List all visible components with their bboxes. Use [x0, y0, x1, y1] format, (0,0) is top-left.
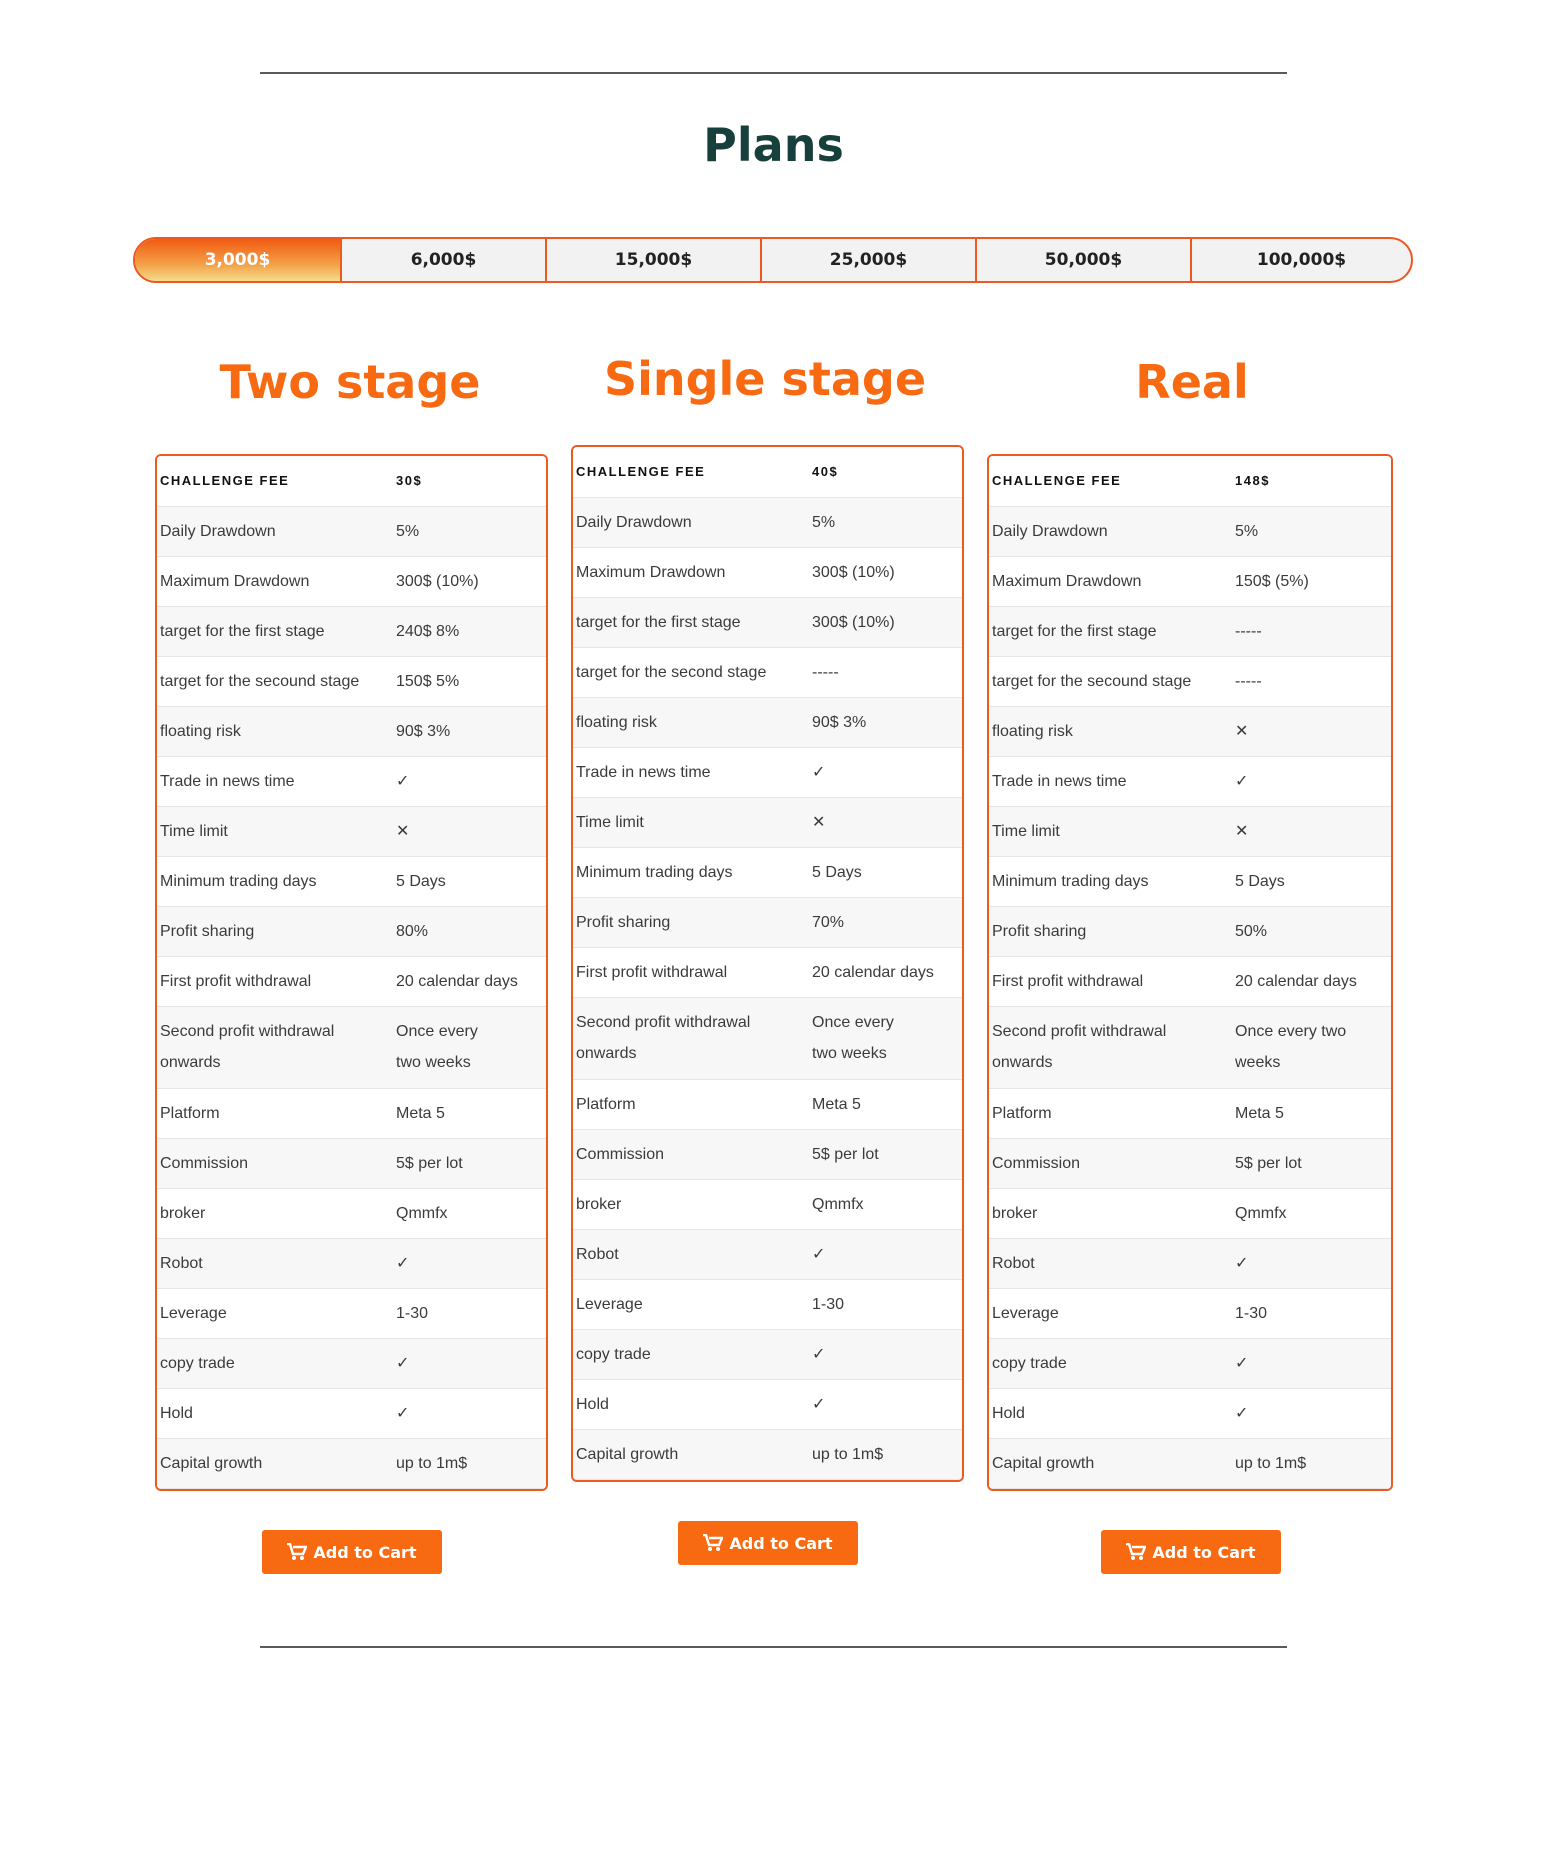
table-row [573, 897, 962, 947]
row-label: target for the secound stage [989, 656, 1227, 706]
row-label: Minimum trading days [573, 847, 804, 897]
row-label: Leverage [157, 1288, 388, 1338]
row-label: Daily Drawdown [157, 506, 388, 556]
check-icon: ✓ [804, 1229, 962, 1279]
plan-title-real: Real [1135, 355, 1249, 409]
tab-3000[interactable]: 3,000$ [135, 239, 340, 281]
row-value: Qmmfx [1227, 1188, 1391, 1238]
table-row [573, 1079, 962, 1129]
row-value: 240$ 8% [388, 606, 546, 656]
row-label: target for the second stage [573, 647, 804, 697]
challenge-fee-label: CHALLENGE FEE [573, 447, 804, 497]
tab-15000[interactable]: 15,000$ [545, 239, 760, 281]
plan-table [573, 447, 962, 1480]
table-row [573, 1379, 962, 1429]
table-row [989, 706, 1391, 756]
row-value: Meta 5 [388, 1088, 546, 1138]
table-row [157, 656, 546, 706]
row-label: Minimum trading days [157, 856, 388, 906]
table-row [157, 1006, 546, 1088]
table-row [157, 906, 546, 956]
row-value: 70% [804, 897, 962, 947]
challenge-fee-label: CHALLENGE FEE [157, 456, 388, 506]
row-value: 300$ (10%) [388, 556, 546, 606]
check-icon: ✓ [804, 1379, 962, 1429]
row-label: First profit withdrawal [157, 956, 388, 1006]
table-row [573, 1229, 962, 1279]
row-label: Maximum Drawdown [989, 556, 1227, 606]
row-label: copy trade [989, 1338, 1227, 1388]
cart-icon [703, 1534, 723, 1552]
row-label: Second profit withdrawal onwards [573, 997, 804, 1079]
table-row [573, 847, 962, 897]
table-row [157, 1088, 546, 1138]
row-value: 90$ 3% [804, 697, 962, 747]
row-label: target for the first stage [573, 597, 804, 647]
row-value: 20 calendar days [804, 947, 962, 997]
row-value: 5 Days [1227, 856, 1391, 906]
row-value: up to 1m$ [1227, 1438, 1391, 1488]
row-label: Time limit [157, 806, 388, 856]
row-label: Hold [157, 1388, 388, 1438]
table-row [573, 1279, 962, 1329]
row-label: copy trade [573, 1329, 804, 1379]
challenge-fee-label: CHALLENGE FEE [989, 456, 1227, 506]
table-row [573, 1129, 962, 1179]
row-label: Trade in news time [989, 756, 1227, 806]
row-value: Qmmfx [804, 1179, 962, 1229]
table-row [989, 856, 1391, 906]
table-row [989, 606, 1391, 656]
row-value: 1-30 [804, 1279, 962, 1329]
table-row [573, 1329, 962, 1379]
check-icon: ✓ [1227, 1238, 1391, 1288]
tab-25000[interactable]: 25,000$ [760, 239, 975, 281]
table-row [989, 1338, 1391, 1388]
row-value: 20 calendar days [1227, 956, 1391, 1006]
table-row [989, 956, 1391, 1006]
row-value: 80% [388, 906, 546, 956]
row-value: 50% [1227, 906, 1391, 956]
table-row [157, 956, 546, 1006]
table-row [157, 556, 546, 606]
table-row [989, 506, 1391, 556]
table-row [573, 547, 962, 597]
add-to-cart-label: Add to Cart [313, 1542, 417, 1562]
row-label: Commission [573, 1129, 804, 1179]
table-row [157, 1188, 546, 1238]
table-row [157, 1338, 546, 1388]
tab-50000[interactable]: 50,000$ [975, 239, 1190, 281]
row-value: 1-30 [388, 1288, 546, 1338]
row-label: Robot [989, 1238, 1227, 1288]
row-label: floating risk [989, 706, 1227, 756]
challenge-fee-value: 30$ [388, 456, 546, 506]
row-value: 300$ (10%) [804, 547, 962, 597]
row-label: Capital growth [157, 1438, 388, 1488]
row-label: Second profit withdrawal onwards [989, 1006, 1227, 1088]
plan-card-single-stage [571, 445, 964, 1482]
row-label: target for the secound stage [157, 656, 388, 706]
row-label: Robot [157, 1238, 388, 1288]
row-label: Capital growth [573, 1429, 804, 1479]
check-icon: ✓ [388, 1388, 546, 1438]
challenge-fee-value: 148$ [1227, 456, 1391, 506]
table-row [989, 1438, 1391, 1488]
table-row [157, 806, 546, 856]
check-icon: ✓ [804, 747, 962, 797]
plan-table [989, 456, 1391, 1489]
add-to-cart-button-two-stage[interactable] [262, 1530, 442, 1574]
cross-icon: ✕ [804, 797, 962, 847]
table-row [157, 1238, 546, 1288]
row-value: 150$ 5% [388, 656, 546, 706]
row-label: Daily Drawdown [989, 506, 1227, 556]
top-divider [260, 72, 1287, 74]
row-label: Platform [573, 1079, 804, 1129]
row-value: Qmmfx [388, 1188, 546, 1238]
row-label: Profit sharing [157, 906, 388, 956]
row-value: up to 1m$ [804, 1429, 962, 1479]
table-row [573, 697, 962, 747]
row-label: First profit withdrawal [989, 956, 1227, 1006]
check-icon: ✓ [1227, 1338, 1391, 1388]
row-value: 300$ (10%) [804, 597, 962, 647]
table-row [573, 797, 962, 847]
table-row [989, 1006, 1391, 1088]
row-label: Capital growth [989, 1438, 1227, 1488]
row-label: floating risk [573, 697, 804, 747]
table-row [157, 856, 546, 906]
row-label: Trade in news time [573, 747, 804, 797]
row-value: 5$ per lot [804, 1129, 962, 1179]
challenge-fee-row [157, 456, 546, 506]
check-icon: ✓ [388, 756, 546, 806]
challenge-fee-row [573, 447, 962, 497]
row-value: ----- [804, 647, 962, 697]
row-label: Trade in news time [157, 756, 388, 806]
row-label: Second profit withdrawal onwards [157, 1006, 388, 1088]
row-value: Meta 5 [1227, 1088, 1391, 1138]
plan-card-real [987, 454, 1393, 1491]
row-label: Profit sharing [989, 906, 1227, 956]
check-icon: ✓ [804, 1329, 962, 1379]
row-label: Platform [157, 1088, 388, 1138]
row-value: 5$ per lot [388, 1138, 546, 1188]
table-row [989, 1288, 1391, 1338]
plan-title-two-stage: Two stage [219, 355, 481, 409]
table-row [157, 1288, 546, 1338]
row-value: 1-30 [1227, 1288, 1391, 1338]
challenge-fee-row [989, 456, 1391, 506]
table-row [989, 756, 1391, 806]
table-row [157, 1438, 546, 1488]
cross-icon: ✕ [1227, 706, 1391, 756]
row-label: Robot [573, 1229, 804, 1279]
bottom-divider [260, 1646, 1287, 1648]
row-value: 5% [1227, 506, 1391, 556]
table-row [157, 606, 546, 656]
row-label: Leverage [573, 1279, 804, 1329]
check-icon: ✓ [1227, 756, 1391, 806]
tab-6000[interactable]: 6,000$ [340, 239, 545, 281]
table-row [989, 1138, 1391, 1188]
add-to-cart-label: Add to Cart [729, 1533, 833, 1553]
row-label: floating risk [157, 706, 388, 756]
table-row [989, 806, 1391, 856]
row-value: 5% [388, 506, 546, 556]
table-row [573, 997, 962, 1079]
row-label: Hold [573, 1379, 804, 1429]
amount-tabs [133, 237, 1413, 283]
row-value: Once every two weeks [1227, 1006, 1391, 1088]
row-value: Once every two weeks [804, 997, 962, 1079]
cross-icon: ✕ [1227, 806, 1391, 856]
plan-card-two-stage [155, 454, 548, 1491]
row-label: broker [157, 1188, 388, 1238]
row-label: Commission [989, 1138, 1227, 1188]
row-label: First profit withdrawal [573, 947, 804, 997]
row-value: 90$ 3% [388, 706, 546, 756]
row-label: broker [989, 1188, 1227, 1238]
row-label: broker [573, 1179, 804, 1229]
row-label: Time limit [989, 806, 1227, 856]
row-label: Leverage [989, 1288, 1227, 1338]
row-value: 5% [804, 497, 962, 547]
table-row [989, 1088, 1391, 1138]
row-label: target for the first stage [157, 606, 388, 656]
check-icon: ✓ [388, 1238, 546, 1288]
row-label: Commission [157, 1138, 388, 1188]
check-icon: ✓ [1227, 1388, 1391, 1438]
table-row [989, 1238, 1391, 1288]
challenge-fee-value: 40$ [804, 447, 962, 497]
table-row [573, 497, 962, 547]
plan-title-single-stage: Single stage [603, 352, 927, 406]
table-row [989, 906, 1391, 956]
row-label: Daily Drawdown [573, 497, 804, 547]
row-value: 20 calendar days [388, 956, 546, 1006]
cross-icon: ✕ [388, 806, 546, 856]
tab-100000[interactable]: 100,000$ [1190, 239, 1411, 281]
table-row [989, 1388, 1391, 1438]
plan-table [157, 456, 546, 1489]
table-row [573, 947, 962, 997]
table-row [573, 1429, 962, 1479]
row-label: target for the first stage [989, 606, 1227, 656]
row-label: Platform [989, 1088, 1227, 1138]
table-row [157, 506, 546, 556]
row-label: Minimum trading days [989, 856, 1227, 906]
add-to-cart-label: Add to Cart [1152, 1542, 1256, 1562]
check-icon: ✓ [388, 1338, 546, 1388]
cart-icon [1126, 1543, 1146, 1561]
row-value: 5 Days [388, 856, 546, 906]
row-value: Once every two weeks [388, 1006, 546, 1088]
row-label: Maximum Drawdown [157, 556, 388, 606]
table-row [157, 756, 546, 806]
table-row [573, 747, 962, 797]
row-label: Profit sharing [573, 897, 804, 947]
row-label: Maximum Drawdown [573, 547, 804, 597]
cart-icon [287, 1543, 307, 1561]
row-value: 150$ (5%) [1227, 556, 1391, 606]
row-value: 5$ per lot [1227, 1138, 1391, 1188]
row-value: 5 Days [804, 847, 962, 897]
row-value: ----- [1227, 656, 1391, 706]
add-to-cart-button-single-stage[interactable] [678, 1521, 858, 1565]
table-row [989, 1188, 1391, 1238]
page-title: Plans [703, 118, 844, 172]
row-label: Time limit [573, 797, 804, 847]
table-row [573, 597, 962, 647]
table-row [157, 1388, 546, 1438]
table-row [573, 1179, 962, 1229]
row-value: ----- [1227, 606, 1391, 656]
table-row [157, 1138, 546, 1188]
row-value: up to 1m$ [388, 1438, 546, 1488]
table-row [989, 656, 1391, 706]
table-row [989, 556, 1391, 606]
add-to-cart-button-real[interactable] [1101, 1530, 1281, 1574]
row-label: copy trade [157, 1338, 388, 1388]
row-label: Hold [989, 1388, 1227, 1438]
table-row [573, 647, 962, 697]
row-value: Meta 5 [804, 1079, 962, 1129]
table-row [157, 706, 546, 756]
